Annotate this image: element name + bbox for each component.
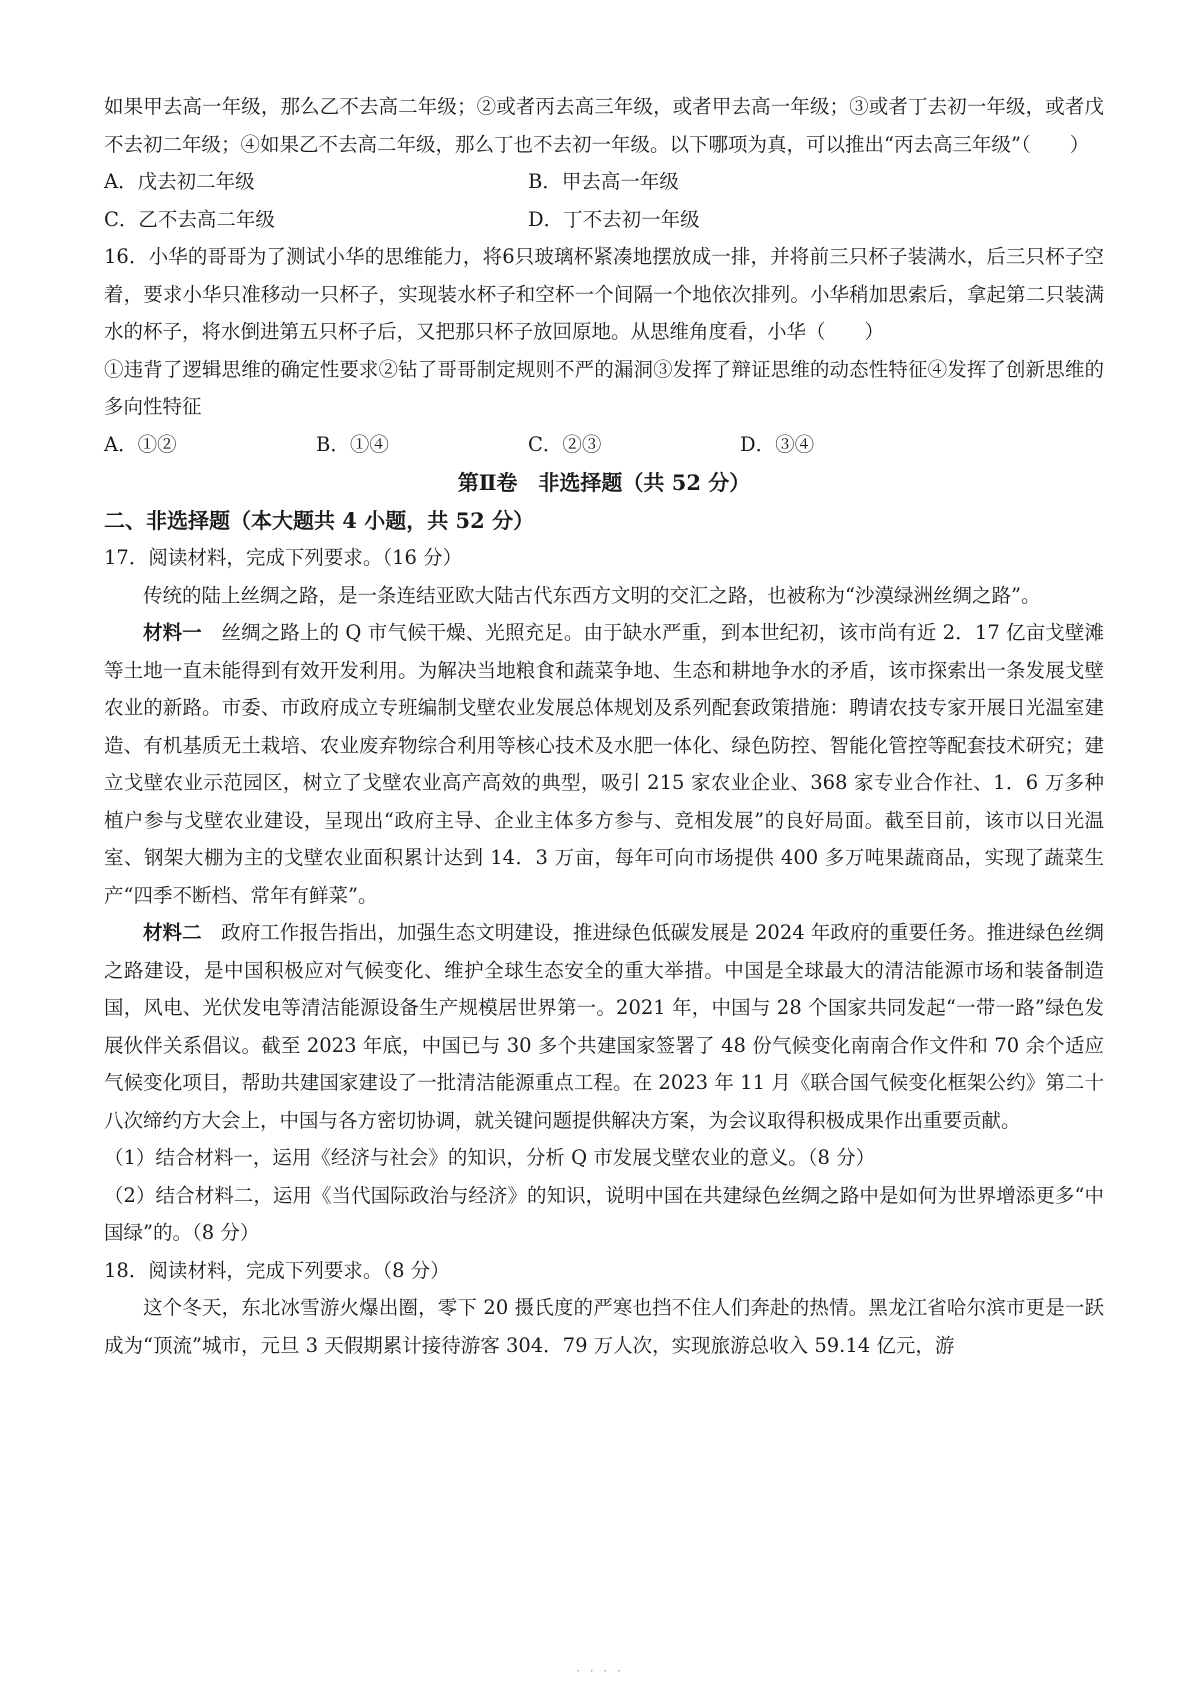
question-15-options: [104, 163, 1104, 238]
option-c[interactable]: C．乙不去高二年级: [104, 207, 275, 231]
option-a[interactable]: A．戊去初二年级: [104, 170, 255, 193]
question-17-stem: 17．阅读材料，完成下列要求。（16 分）: [104, 546, 463, 569]
question-18-stem: 18．阅读材料，完成下列要求。（8 分）: [104, 1258, 450, 1282]
question-17: [104, 539, 1104, 1252]
section-heading: 二、非选择题（本大题共 4 小题，共 52 分）: [104, 508, 535, 533]
page-footer: · · · ·: [576, 1664, 624, 1678]
question-16-stem: 16．小华的哥哥为了测试小华的思维能力，将6只玻璃杯紧凑地摆放成一排，并将前三只杯子装满水，后三只杯子空着，要求小华只准移动一只杯子，实现装水杯子和空杯一个间隔一个地依次排列。小华稍加思索后，拿起第二只装满水的杯子，将水倒进第五只杯子后，又把那只杯子放回原地。从思维角度看，小华（ ）: [104, 245, 1104, 343]
question-16-options: [104, 426, 1104, 464]
material-2: [104, 914, 1104, 1139]
question-15-stem: 如果甲去高一年级，那么乙不去高二年级；②或者丙去高三年级，或者甲去高一年级；③或者丁去初一年级，或者戊不去初二年级；④如果乙不去高二年级，那么丁也不去初一年级。以下哪项为真，可以推出“丙去高三年级”（ ）: [104, 95, 1104, 156]
exam-page: [104, 88, 1104, 1364]
question-17-intro: 传统的陆上丝绸之路，是一条连结亚欧大陆古代东西方文明的交汇之路，也被称为“沙漠绿洲丝绸之路”。: [143, 583, 1041, 607]
option-c[interactable]: C．②③: [528, 432, 602, 456]
option-a[interactable]: A．①②: [104, 432, 177, 456]
material-2-text: 政府工作报告指出，加强生态文明建设，推进绿色低碳发展是 2024 年政府的重要任务。推进绿色丝绸之路建设，是中国积极应对气候变化、维护全球生态安全的重大举措。中国是全球最大的清洁能源市场和装备制造国，风电、光伏发电等清洁能源设备生产规模居世界第一。2021 年，中国与 28 个国家共同发起“一带一路”绿色发展伙伴关系倡议。截至 2023 年底，中国已与 30 多个共建国家签署了 48 份气候变化南南合作文件和 70 余个适应气候变化项目，帮助共建国家建设了一批清洁能源重点工程。在 2023 年 11 月《联合国气候变化框架公约》第二十八次缔约方大会上，中国与各方密切协调，就关键问题提供解决方案，为会议取得积极成果作出重要贡献。: [104, 921, 1104, 1132]
option-b[interactable]: B．①④: [316, 432, 389, 456]
material-1-label: 材料一: [143, 621, 202, 644]
question-16-statements: ①违背了逻辑思维的确定性要求②钻了哥哥制定规则不严的漏洞③发挥了辩证思维的动态性特征④发挥了创新思维的多向性特征: [104, 357, 1104, 418]
option-b[interactable]: B．甲去高一年级: [528, 170, 679, 193]
question-18-text: 这个冬天，东北冰雪游火爆出圈，零下 20 摄氏度的严寒也挡不住人们奔赴的热情。黑龙江省哈尔滨市更是一跃成为“顶流”城市，元旦 3 天假期累计接待游客 304．79 万人次，实现旅游总收入 59.14 亿元，游: [104, 1296, 1104, 1357]
option-d[interactable]: D．③④: [740, 432, 815, 456]
question-16: [104, 238, 1104, 463]
question-15: [104, 88, 1104, 238]
question-17-sub-1: （1）结合材料一，运用《经济与社会》的知识，分析 Q 市发展戈壁农业的意义。（8 分）: [104, 1146, 876, 1169]
material-1: [104, 614, 1104, 914]
question-18: [104, 1252, 1104, 1365]
part-2-title: 第Ⅱ卷 非选择题（共 52 分）: [457, 470, 751, 495]
material-2-label: 材料二: [143, 921, 202, 944]
material-1-text: 丝绸之路上的 Q 市气候干燥、光照充足。由于缺水严重，到本世纪初，该市尚有近 2．17 亿亩戈壁滩等土地一直未能得到有效开发利用。为解决当地粮食和蔬菜争地、生态和耕地争水的矛盾，该市探索出一条发展戈壁农业的新路。市委、市政府成立专班编制戈壁农业发展总体规划及系列配套政策措施：聘请农技专家开展日光温室建造、有机基质无土栽培、农业废弃物综合利用等核心技术及水肥一体化、绿色防控、智能化管控等配套技术研究；建立戈壁农业示范园区，树立了戈壁农业高产高效的典型，吸引 215 家农业企业、368 家专业合作社、1．6 万多种植户参与戈壁农业建设，呈现出“政府主导、企业主体多方参与、竞相发展”的良好局面。截至目前，该市以日光温室、钢架大棚为主的戈壁农业面积累计达到 14．3 万亩，每年可向市场提供 400 多万吨果蔬商品，实现了蔬菜生产“四季不断档、常年有鲜菜”。: [104, 621, 1104, 907]
question-17-sub-2: （2）结合材料二，运用《当代国际政治与经济》的知识，说明中国在共建绿色丝绸之路中是如何为世界增添更多“中国绿”的。（8 分）: [104, 1183, 1104, 1244]
option-d[interactable]: D．丁不去初一年级: [528, 207, 700, 231]
